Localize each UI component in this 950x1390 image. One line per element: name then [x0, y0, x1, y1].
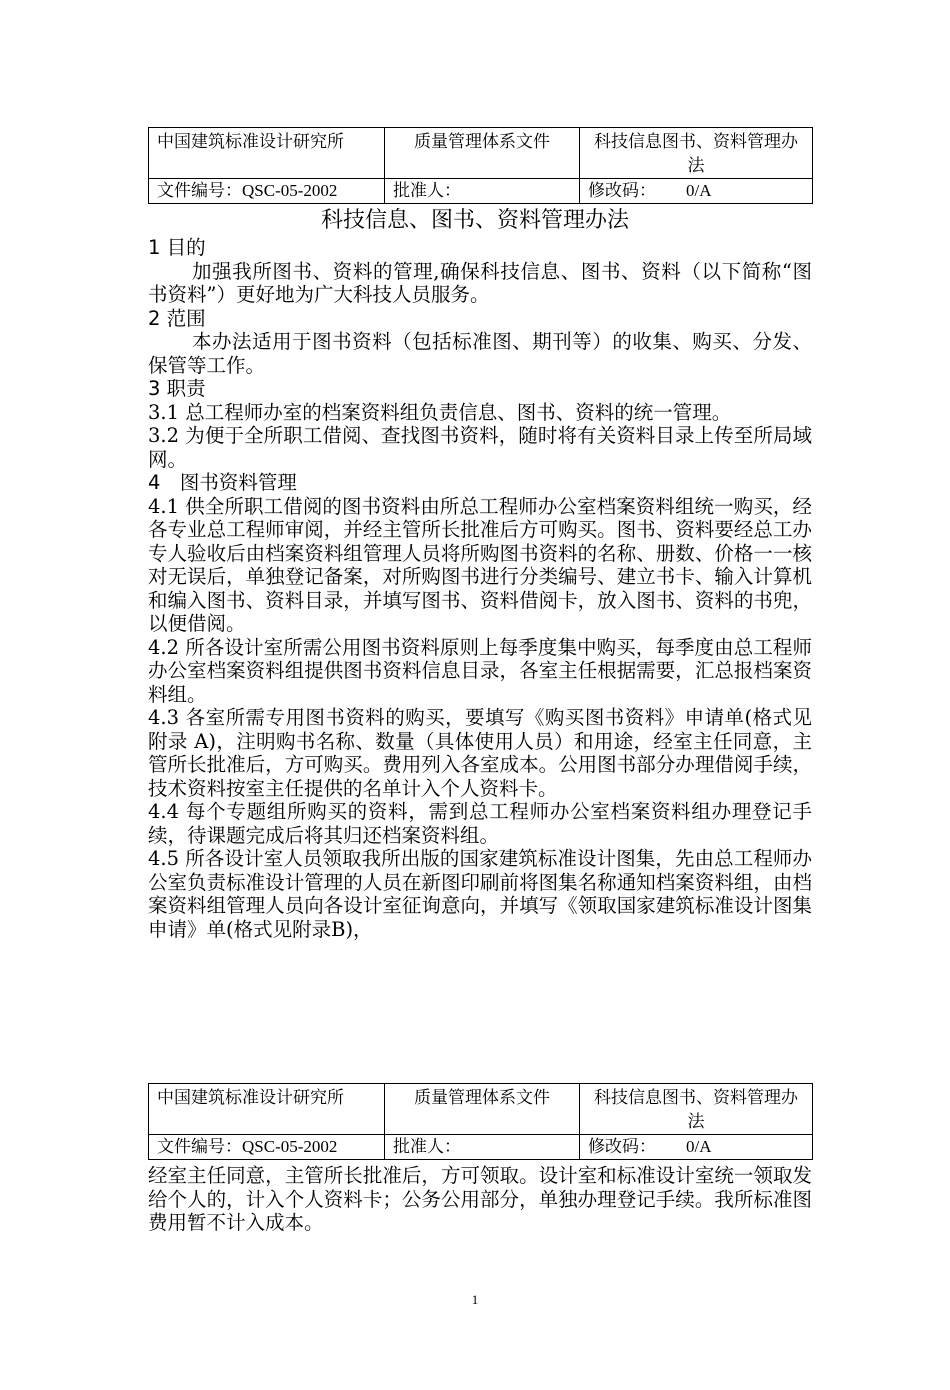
header-approver-cell	[385, 179, 580, 204]
section-4-4: 4.4 每个专题组所购买的资料，需到总工程师办公室档案资料组办理登记手续，待课题完成后将其归还档案资料组。	[148, 800, 812, 847]
header-doc-title: 科技信息图书、资料管理办法	[580, 128, 813, 179]
header-doc-type: 质量管理体系文件	[385, 128, 580, 179]
section-4-5-continued: 经室主任同意，主管所长批准后，方可领取。设计室和标准设计室统一领取发给个人的，计入个人资料卡；公务公用部分，单独办理登记手续。我所标准图费用暂不计入成本。	[148, 1164, 812, 1234]
header-revision-cell	[580, 179, 813, 204]
section-1-text: 加强我所图书、资料的管理,确保科技信息、图书、资料（以下简称“图书资料”）更好地为广大科技人员服务。	[148, 259, 812, 306]
section-3-2: 3.2 为便于全所职工借阅、查找图书资料，随时将有关资料目录上传至所局域网。	[148, 424, 812, 471]
file-no-label: 文件编号：	[157, 181, 242, 201]
header-doc-type: 质量管理体系文件	[385, 1084, 580, 1135]
revision-label: 修改码：	[588, 181, 656, 201]
section-3-heading: 3 职责	[148, 377, 206, 400]
header-table	[148, 127, 813, 204]
header-table-repeat	[148, 1083, 813, 1160]
approver-label: 批准人：	[393, 181, 461, 201]
section-4-heading: 4 图书资料管理	[148, 471, 297, 494]
header-org: 中国建筑标准设计研究所	[149, 128, 385, 179]
revision-value: 0/A	[686, 1137, 712, 1156]
revision-label: 修改码：	[588, 1137, 656, 1157]
section-3-1: 3.1 总工程师办室的档案资料组负责信息、图书、资料的统一管理。	[148, 400, 732, 424]
body-text-part1	[148, 236, 812, 941]
section-2-heading: 2 范围	[148, 306, 206, 330]
section-4-1: 4.1 供全所职工借阅的图书资料由所总工程师办公室档案资料组统一购买，经各专业总工程师审阅，并经主管所长批准后方可购买。图书、资料要经总工办专人验收后由档案资料组管理人员将所购图书资料的名称、册数、价格一一核对无误后，单独登记备案，对所购图书进行分类编号、建立书卡、输入计算机和编入图书、资料目录，并填写图书、资料借阅卡，放入图书、资料的书兜，以便借阅。	[148, 494, 812, 635]
section-4-3: 4.3 各室所需专用图书资料的购买，要填写《购买图书资料》申请单(格式见附录 A)，注明购书名称、数量（具体使用人员）和用途，经室主任同意，主管所长批准后，方可购买。费用列入各室成本。公用图书部分办理借阅手续，技术资料按室主任提供的名单计入个人资料卡。	[148, 706, 812, 800]
header-approver-cell	[385, 1135, 580, 1160]
header-org: 中国建筑标准设计研究所	[149, 1084, 385, 1135]
header-revision-cell	[580, 1135, 813, 1160]
file-no-value: QSC-05-2002	[242, 181, 338, 200]
header-doc-title: 科技信息图书、资料管理办法	[580, 1084, 813, 1135]
approver-label: 批准人：	[393, 1137, 461, 1157]
body-text-part2	[148, 1164, 812, 1235]
section-4-5: 4.5 所各设计室人员领取我所出版的国家建筑标准设计图集，先由总工程师办公室负责标准设计管理的人员在新图印刷前将图集名称通知档案资料组，由档案资料组管理人员向各设计室征询意向，并填写《领取国家建筑标准设计图集申请》单(格式见附录B)，	[148, 847, 812, 941]
header-file-no-cell	[149, 179, 385, 204]
file-no-label: 文件编号：	[157, 1137, 242, 1157]
page-number: 1	[471, 1292, 479, 1307]
header-file-no-cell	[149, 1135, 385, 1160]
section-2-text: 本办法适用于图书资料（包括标准图、期刊等）的收集、购买、分发、保管等工作。	[148, 330, 812, 377]
file-no-value: QSC-05-2002	[242, 1137, 338, 1156]
document-title: 科技信息、图书、资料管理办法	[320, 208, 629, 233]
section-1-heading: 1 目的	[148, 236, 206, 259]
section-4-2: 4.2 所各设计室所需公用图书资料原则上每季度集中购买，每季度由总工程师办公室档案资料组提供图书资料信息目录，各室主任根据需要，汇总报档案资料组。	[148, 635, 812, 706]
revision-value: 0/A	[686, 181, 712, 200]
